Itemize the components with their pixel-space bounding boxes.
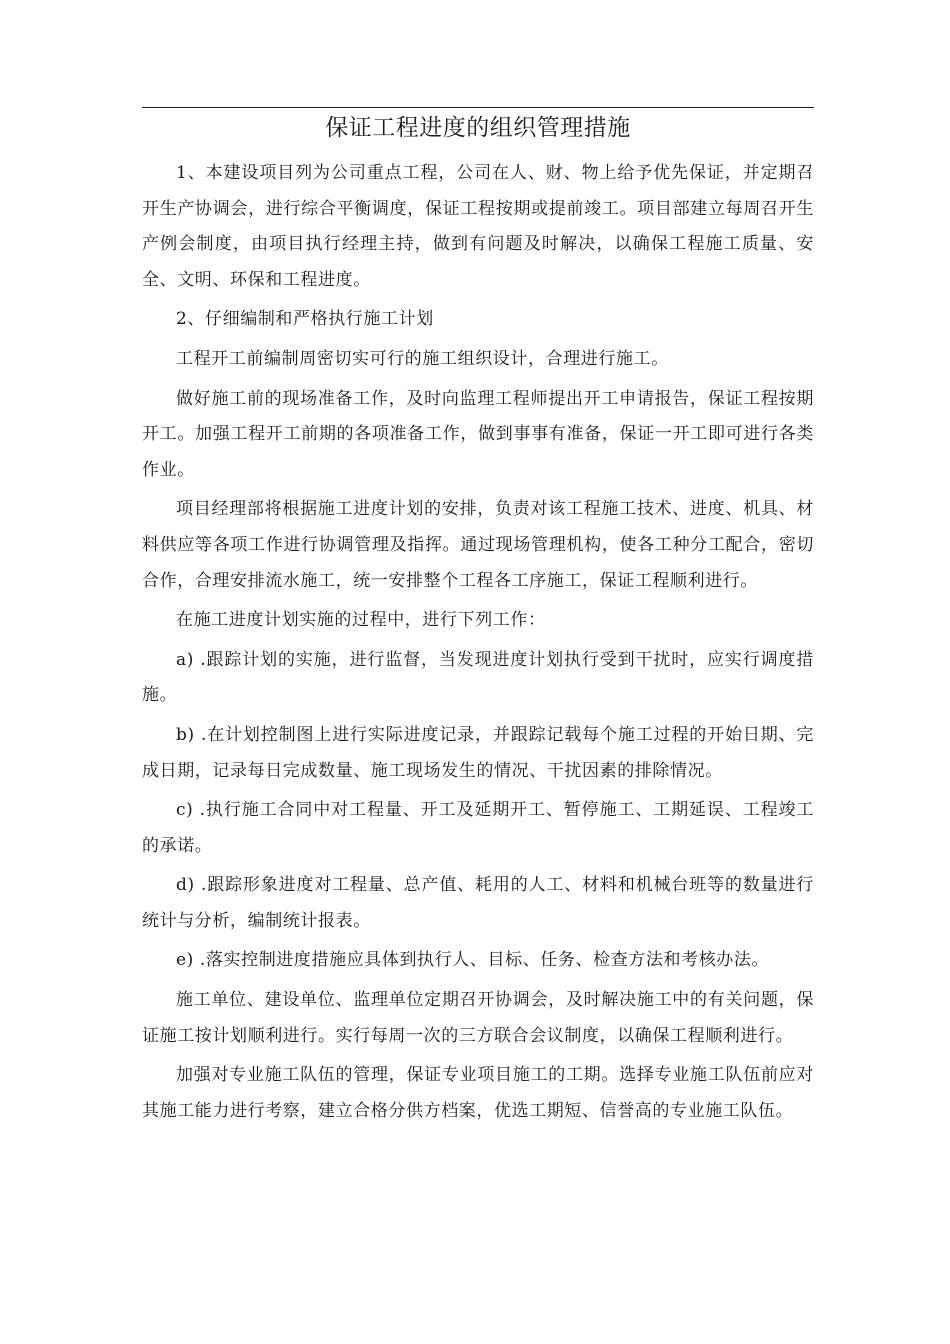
paragraph-13: 加强对专业施工队伍的管理，保证专业项目施工的工期。选择专业施工队伍前应对其施工能力进行考察，建立合格分供方档案，优选工期短、信誉高的专业施工队伍。 — [142, 1065, 814, 1121]
list-item-d: d) .跟踪形象进度对工程量、总产值、耗用的人工、材料和机械台班等的数量进行统计与分析，编制统计报表。 — [142, 875, 814, 931]
paragraph-4: 做好施工前的现场准备工作，及时向监理工程师提出开工申请报告，保证工程按期开工。加强工程开工前期的各项准备工作，做到事事有准备，保证一开工即可进行各类作业。 — [142, 388, 814, 480]
list-item-e: e) .落实控制进度措施应具体到执行人、目标、任务、检查方法和考核办法。 — [176, 950, 770, 971]
list-item-a: a) .跟踪计划的实施，进行监督，当发现进度计划执行受到干扰时，应实行调度措施。 — [142, 649, 814, 706]
paragraph-3: 工程开工前编制周密切实可行的施工组织设计，合理进行施工。 — [176, 348, 669, 369]
paragraph-6: 在施工进度计划实施的过程中，进行下列工作： — [176, 610, 546, 631]
document-body — [142, 156, 814, 1133]
paragraph-2: 2、仔细编制和严格执行施工计划 — [176, 309, 434, 330]
header-rule — [142, 107, 814, 108]
paragraph-5: 项目经理部将根据施工进度计划的安排，负责对该工程施工技术、进度、机具、材料供应等各项工作进行协调管理及指挥。通过现场管理机构，使各工种分工配合，密切合作，合理安排流水施工，统一安排整个工程各工序施工，保证工程顺利进行。 — [142, 499, 814, 591]
list-item-c: c) .执行施工合同中对工程量、开工及延期开工、暂停施工、工期延误、工程竣工的承诺。 — [142, 800, 814, 856]
paragraph-1: 1、本建设项目列为公司重点工程，公司在人、财、物上给予优先保证，并定期召开生产协调会，进行综合平衡调度，保证工程按期或提前竣工。项目部建立每周召开生产例会制度，由项目执行经理主持，做到有问题及时解决，以确保工程施工质量、安全、文明、环保和工程进度。 — [142, 163, 814, 290]
document-title: 保证工程进度的组织管理措施 — [325, 115, 631, 141]
list-item-b: b) .在计划控制图上进行实际进度记录，并跟踪记载每个施工过程的开始日期、完成日期，记录每日完成数量、施工现场发生的情况、干扰因素的排除情况。 — [142, 724, 814, 781]
paragraph-12: 施工单位、建设单位、监理单位定期召开协调会，及时解决施工中的有关问题，保证施工按计划顺利进行。实行每周一次的三方联合会议制度，以确保工程顺利进行。 — [142, 990, 814, 1046]
